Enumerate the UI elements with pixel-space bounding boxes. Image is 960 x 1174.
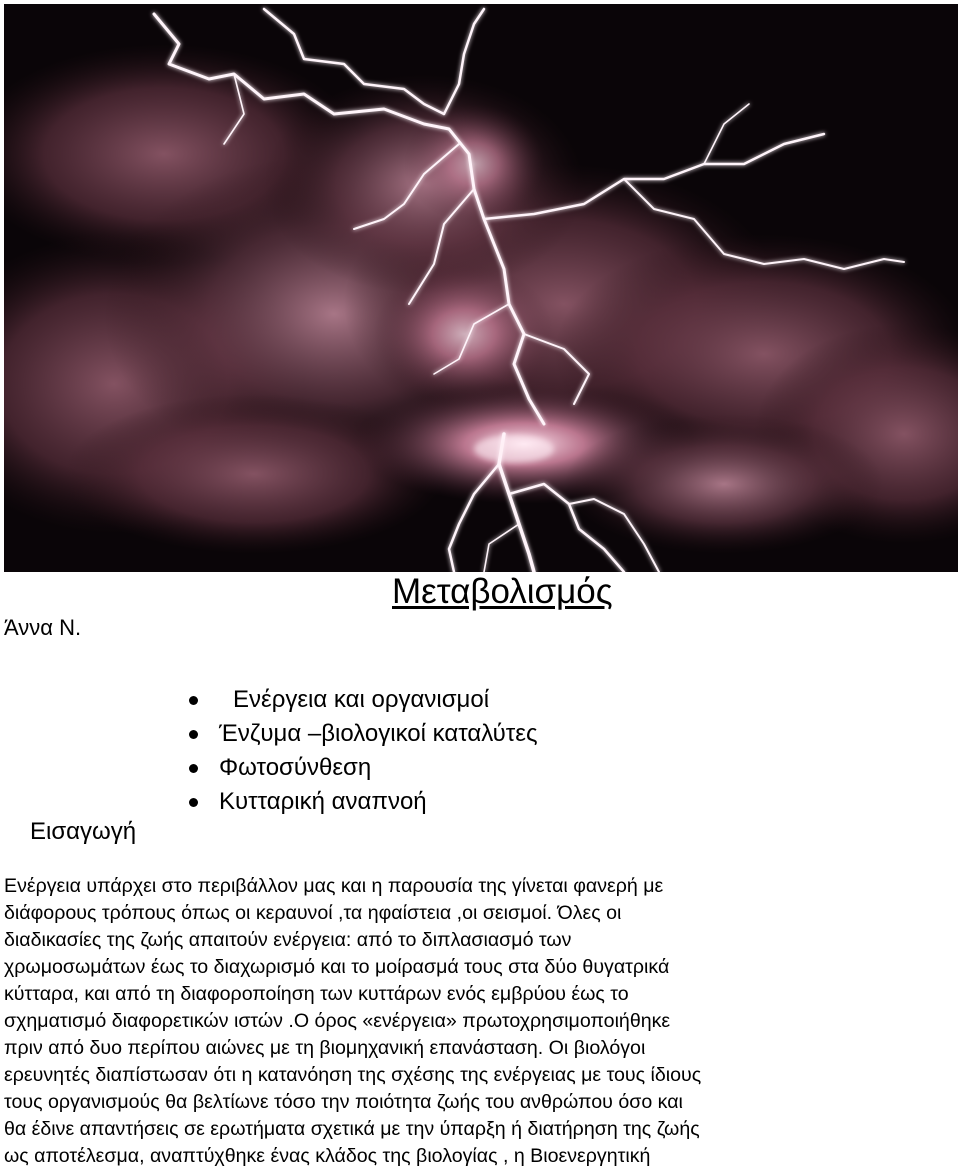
toc-item: Ενέργεια και οργανισμοί [183,683,538,717]
document-title: Μεταβολισμός [392,572,613,611]
paragraph-line: διαδικασίες της ζωής απαιτούν ενέργεια: από το διπλασιασμό των [4,929,572,951]
paragraph-line: ερευνητές διαπίστωσαν ότι η κατανόηση της σχέσης της ενέργειας με τους ίδιους [4,1064,702,1086]
lightning-photo [4,4,958,572]
toc-item: Ένζυμα –βιολογικοί καταλύτες [183,717,538,751]
paragraph-line: κύτταρα, και από τη διαφοροποίηση των κυττάρων ενός εμβρύου έως το [4,983,629,1005]
author-name: Άννα Ν. [4,615,82,640]
table-of-contents [183,683,538,819]
toc-item: Φωτοσύνθεση [183,751,538,785]
toc-item: Κυτταρική αναπνοή [183,785,538,819]
paragraph-line: διάφορους τρόπους όπως οι κεραυνοί ,τα ηφαίστεια ,οι σεισμοί. Όλες οι [4,902,622,924]
paragraph-line: πριν από δυο περίπου αιώνες με τη βιομηχανική επανάσταση. Οι βιολόγοι [4,1037,646,1059]
section-heading: Εισαγωγή [30,818,137,845]
paragraph-line: χρωμοσωμάτων έως το διαχωρισμό και το μοίρασμά τους στα δύο θυγατρικά [4,956,670,978]
paragraph-line: σχηματισμό διαφορετικών ιστών .Ο όρος «ενέργεια» πρωτοχρησιμοποιήθηκε [4,1010,671,1032]
intro-paragraph [4,873,948,1170]
paragraph-line: θα έδινε απαντήσεις σε ερωτήματα σχετικά με την ύπαρξη ή διατήρηση της ζωής [4,1118,700,1140]
paragraph-line: Ενέργεια υπάρχει στο περιβάλλον μας και η παρουσία της γίνεται φανερή με [4,875,664,897]
paragraph-line: τους οργανισμούς θα βελτίωνε τόσο την ποιότητα ζωής του ανθρώπου όσο και [4,1091,683,1113]
paragraph-line: ως αποτέλεσμα, αναπτύχθηκε ένας κλάδος της βιολογίας , η Βιοενεργητική [4,1145,651,1167]
